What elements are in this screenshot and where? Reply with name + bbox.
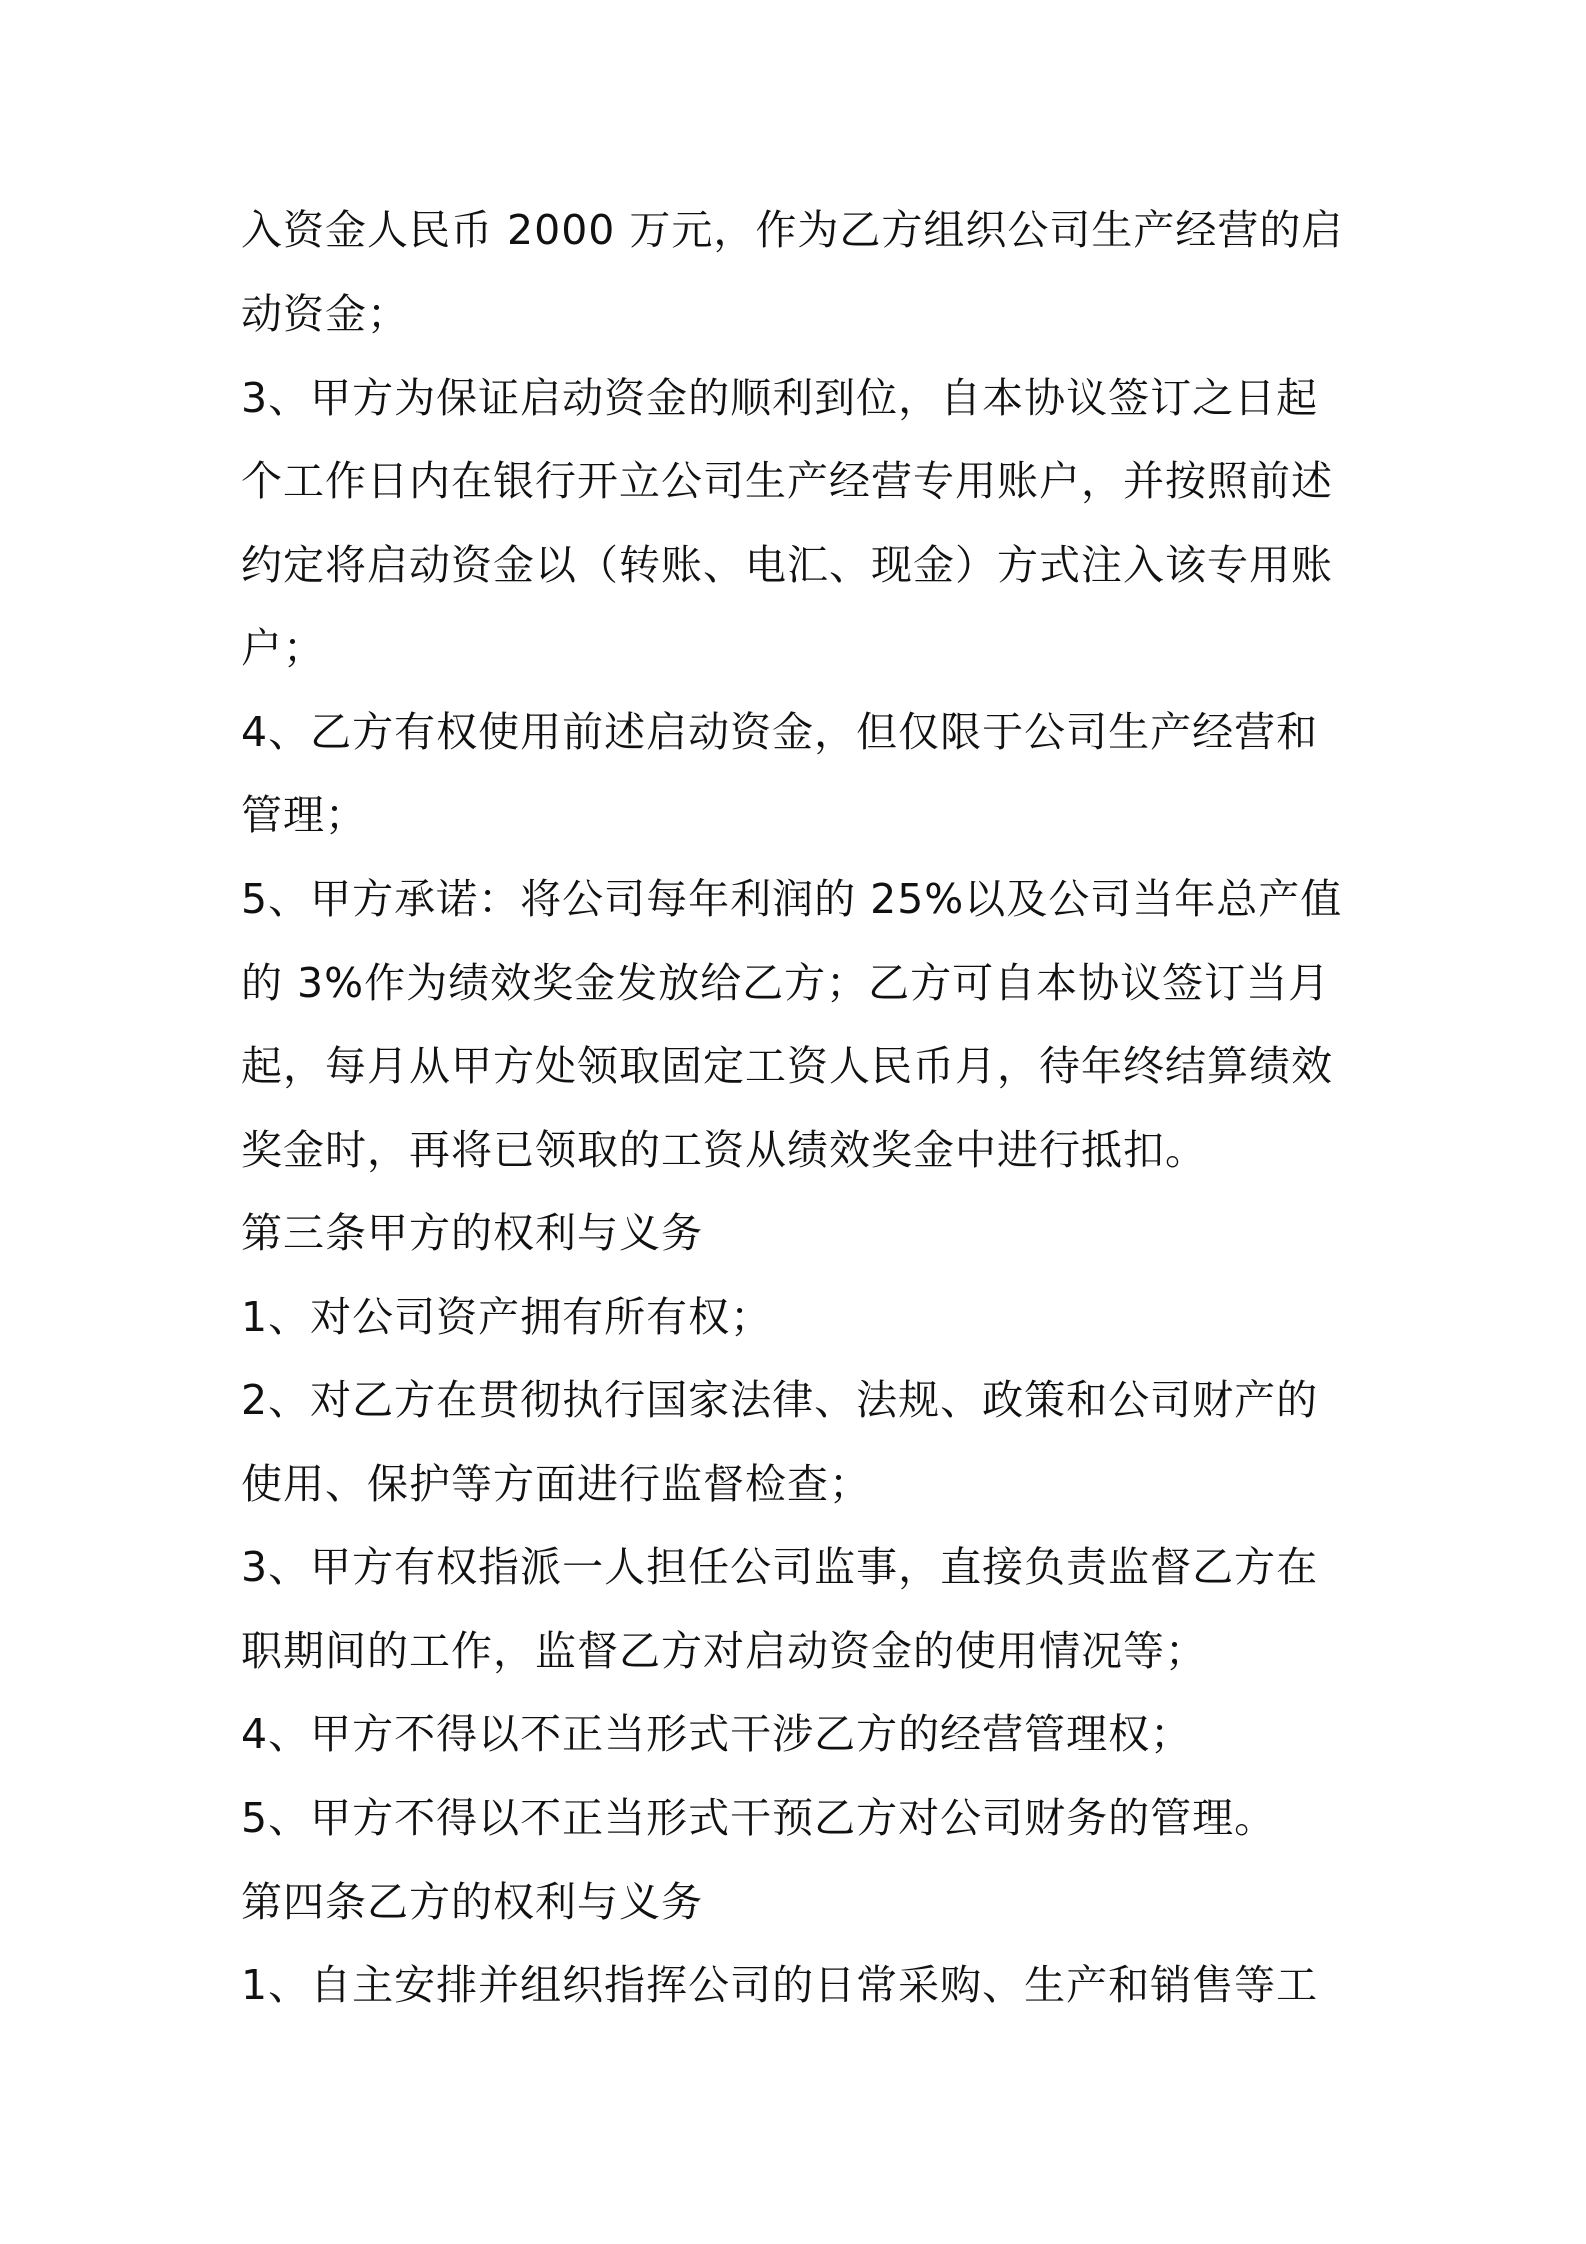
text-line: 4、甲方不得以不正当形式干涉乙方的经营管理权；	[241, 1710, 1193, 1758]
text-line: 使用、保护等方面进行监督检查；	[241, 1460, 871, 1508]
text-line: 3、甲方为保证启动资金的顺利到位，自本协议签订之日起	[241, 374, 1319, 422]
text-line: 2、对乙方在贯彻执行国家法律、法规、政策和公司财产的	[241, 1376, 1319, 1424]
text-line: 入资金人民币 2000 万元，作为乙方组织公司生产经营的启	[241, 206, 1344, 254]
text-line: 职期间的工作，监督乙方对启动资金的使用情况等；	[241, 1627, 1207, 1675]
text-line: 的 3%作为绩效奖金发放给乙方；乙方可自本协议签订当月	[241, 959, 1331, 1007]
text-line: 奖金时，再将已领取的工资从绩效奖金中进行抵扣。	[241, 1126, 1207, 1174]
text-line: 个工作日内在银行开立公司生产经营专用账户，并按照前述	[241, 457, 1333, 505]
section-heading: 第四条乙方的权利与义务	[241, 1878, 703, 1926]
text-line: 1、自主安排并组织指挥公司的日常采购、生产和销售等工	[241, 1961, 1319, 2009]
text-line: 动资金；	[241, 290, 409, 338]
text-line: 4、乙方有权使用前述启动资金，但仅限于公司生产经营和	[241, 708, 1319, 756]
text-line: 5、甲方不得以不正当形式干预乙方对公司财务的管理。	[241, 1794, 1277, 1842]
text-line: 起，每月从甲方处领取固定工资人民币月，待年终结算绩效	[241, 1042, 1333, 1090]
text-line: 户；	[241, 624, 325, 672]
text-line: 3、甲方有权指派一人担任公司监事，直接负责监督乙方在	[241, 1543, 1319, 1591]
text-line: 管理；	[241, 791, 367, 839]
text-line: 5、甲方承诺：将公司每年利润的 25%以及公司当年总产值	[241, 875, 1343, 923]
text-line: 1、对公司资产拥有所有权；	[241, 1293, 773, 1341]
text-line: 约定将启动资金以（转账、电汇、现金）方式注入该专用账	[241, 541, 1333, 589]
section-heading: 第三条甲方的权利与义务	[241, 1209, 703, 1257]
